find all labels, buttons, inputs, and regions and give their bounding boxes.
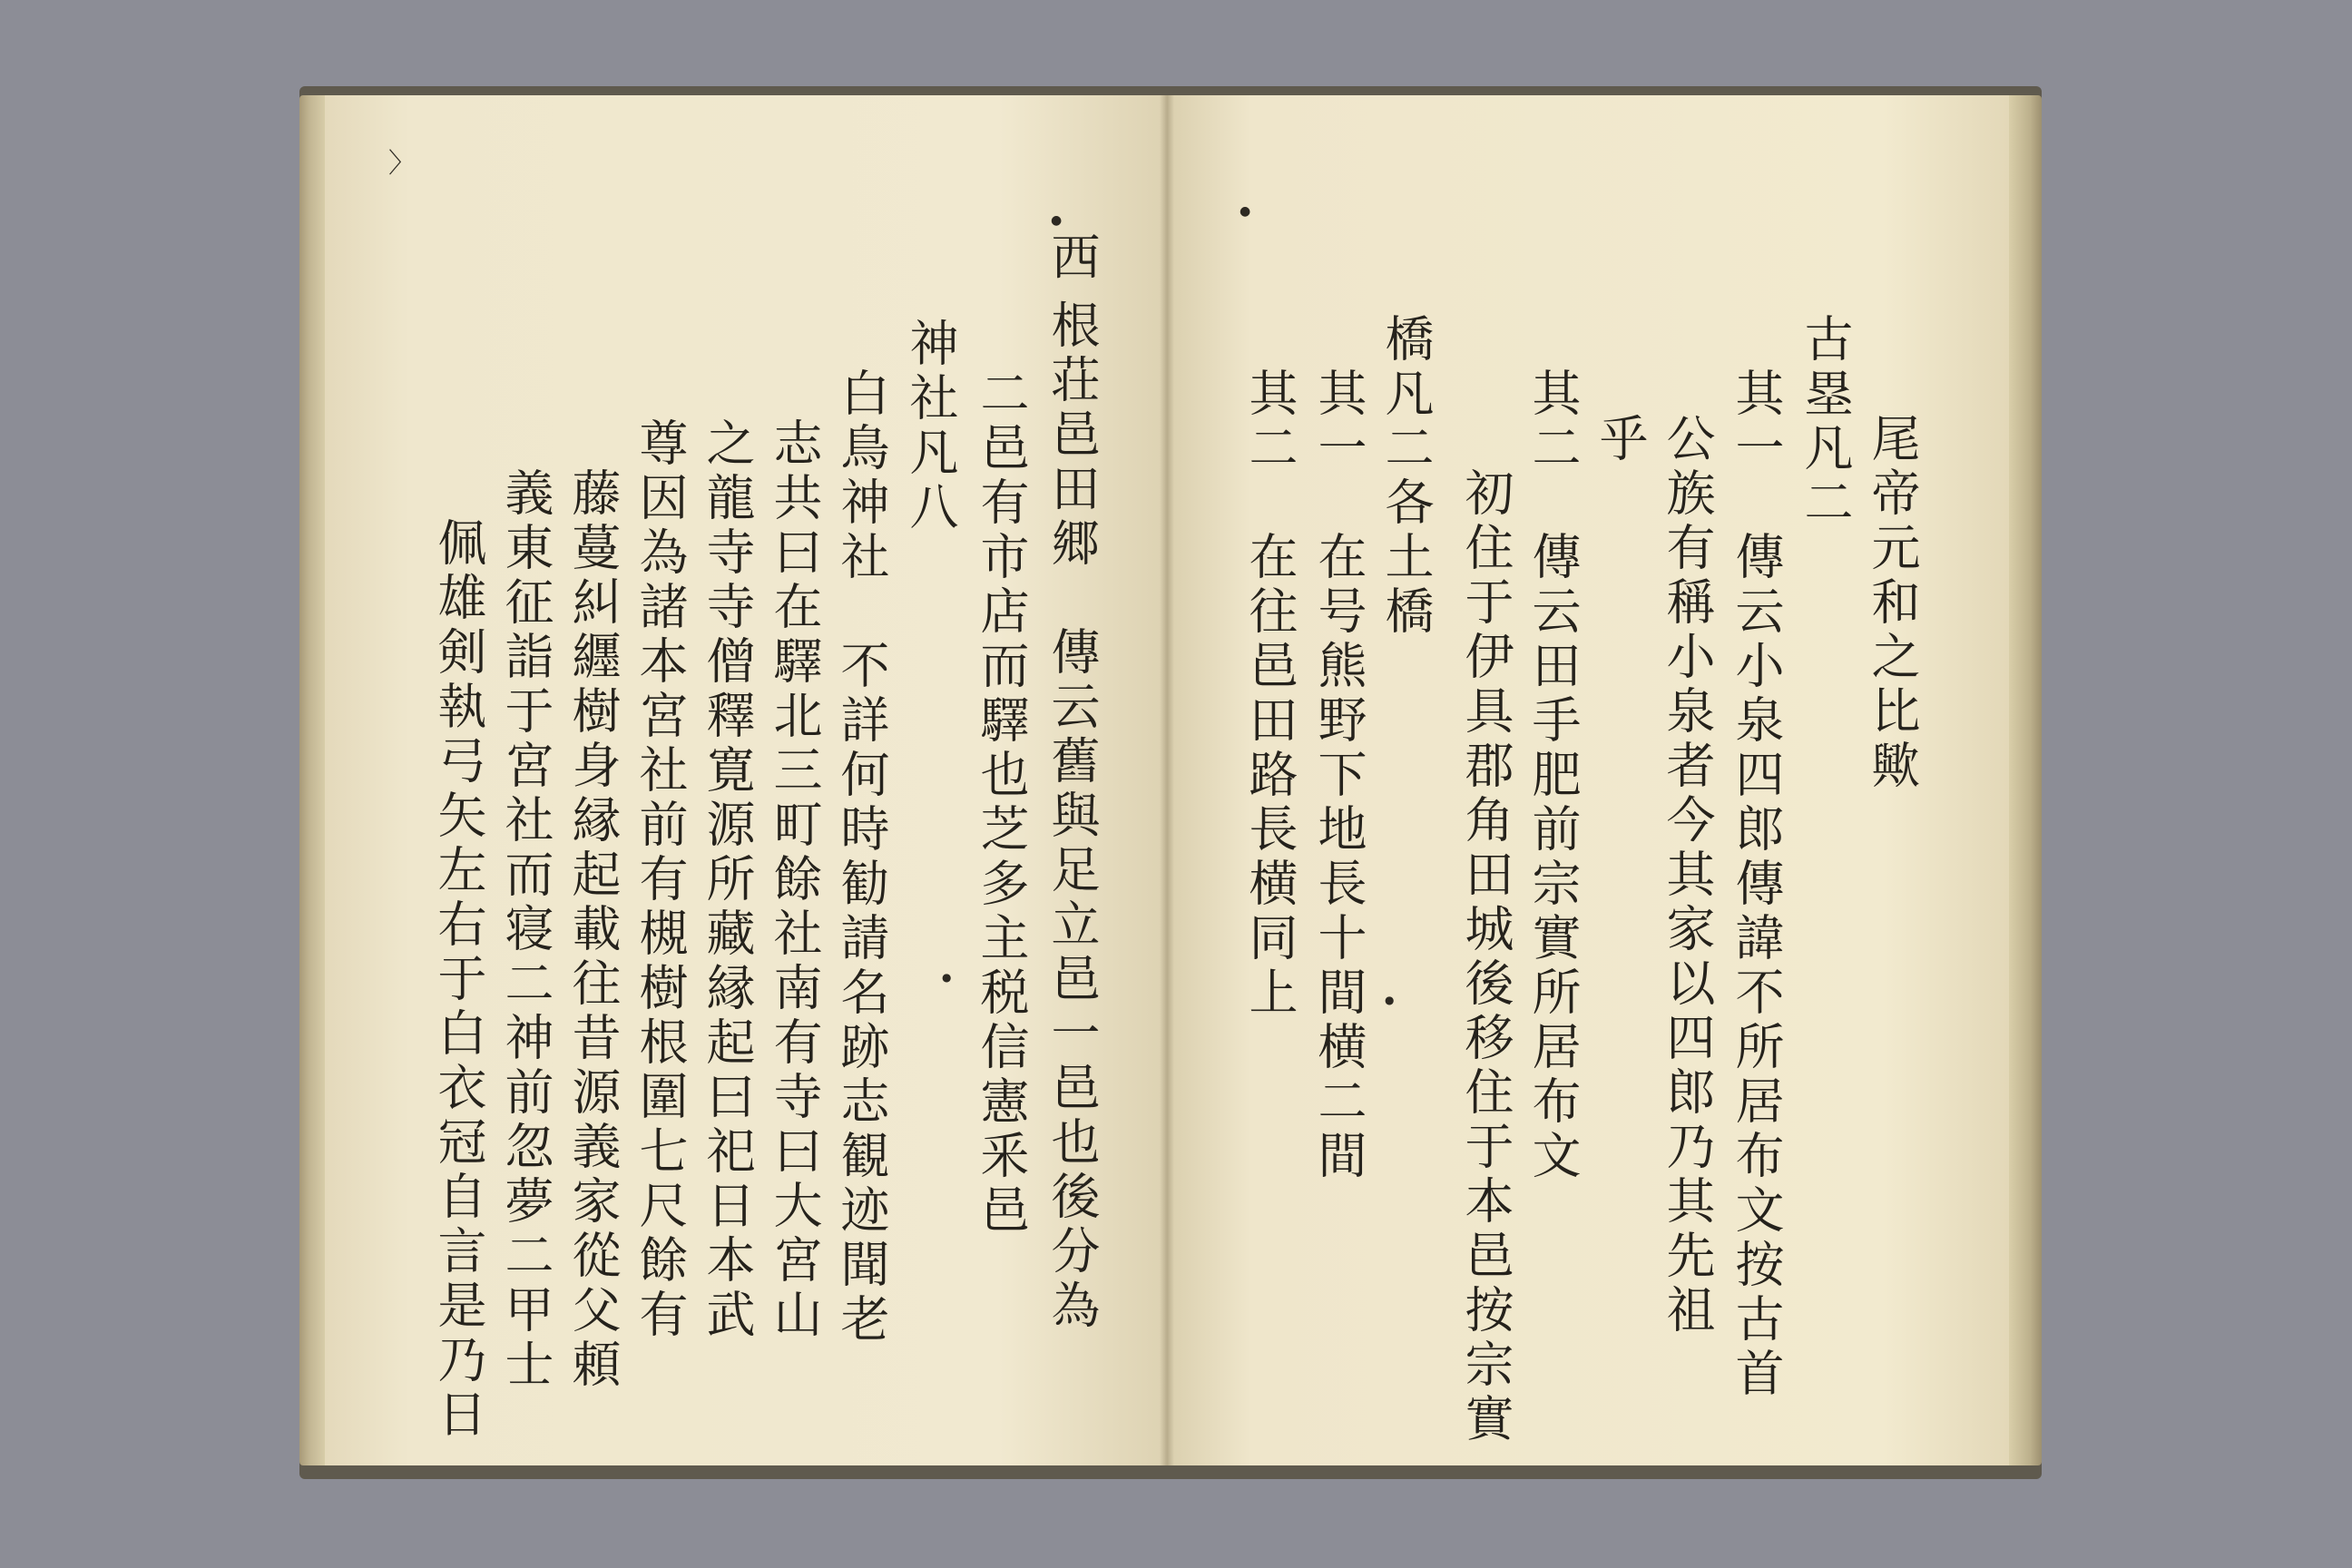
text-column: 其二 在往邑田路長横同上: [1241, 368, 1298, 1021]
margin-mark: 〉: [388, 148, 416, 180]
dot-mark: ●: [1385, 994, 1395, 1006]
text-column: 初住于伊具郡角田城後移住于本邑按宗實: [1457, 467, 1514, 1447]
page-stack-left-edge: [299, 95, 325, 1465]
text-column: 之龍寺寺僧釋寛源所藏縁起曰祀日本武: [699, 417, 756, 1343]
text-column: 白鳥神社 不詳何時勧請名跡志観迹聞老: [833, 368, 890, 1348]
text-column: 乎: [1592, 413, 1649, 467]
text-column: 古塁凡二: [1797, 313, 1854, 531]
text-column: 神社凡八: [902, 318, 959, 535]
left-page: [325, 95, 1167, 1465]
text-column: 尾帝元和之比歟: [1864, 413, 1921, 794]
text-column: 西: [1044, 231, 1101, 286]
book-gutter: [1160, 95, 1174, 1465]
text-column: 藤蔓糾纒樹身縁起載往昔源義家從父頼: [564, 467, 622, 1393]
page-stack-right-edge: [2009, 95, 2042, 1465]
text-column: 其二 傳云田手肥前宗實所居布文: [1524, 368, 1582, 1184]
text-column: 義東征詣于宮社而寝二神前忽夢二甲士: [497, 467, 554, 1393]
text-column: 公族有稱小泉者今其家以四郎乃其先祖: [1659, 413, 1716, 1338]
text-column: 尊因為諸本宮社前有槻樹根圍七尺餘有: [632, 417, 689, 1343]
text-column: 根荘邑田郷 傳云舊與足立邑一邑也後分為: [1044, 299, 1101, 1334]
dot-mark: ●: [1240, 204, 1251, 219]
text-column: 佩雄剣執弓矢左右于白衣冠自言是乃日: [430, 517, 487, 1443]
text-column: 其一 在号熊野下地長十間横二間: [1310, 368, 1367, 1184]
dot-mark: ●: [942, 971, 952, 984]
text-column: 其一 傳云小泉四郎傳諱不所居布文按古首: [1728, 368, 1785, 1402]
text-column: 志共曰在驛北三町餘社南有寺曰大宮山: [766, 417, 823, 1343]
right-page: [1167, 95, 2009, 1465]
text-column: 二邑有市店而驛也芝多主税信憲釆邑: [973, 368, 1030, 1239]
text-column: 橋凡二各土橋: [1377, 313, 1435, 640]
dot-mark: ●: [1051, 213, 1063, 228]
open-book: [299, 86, 2042, 1479]
